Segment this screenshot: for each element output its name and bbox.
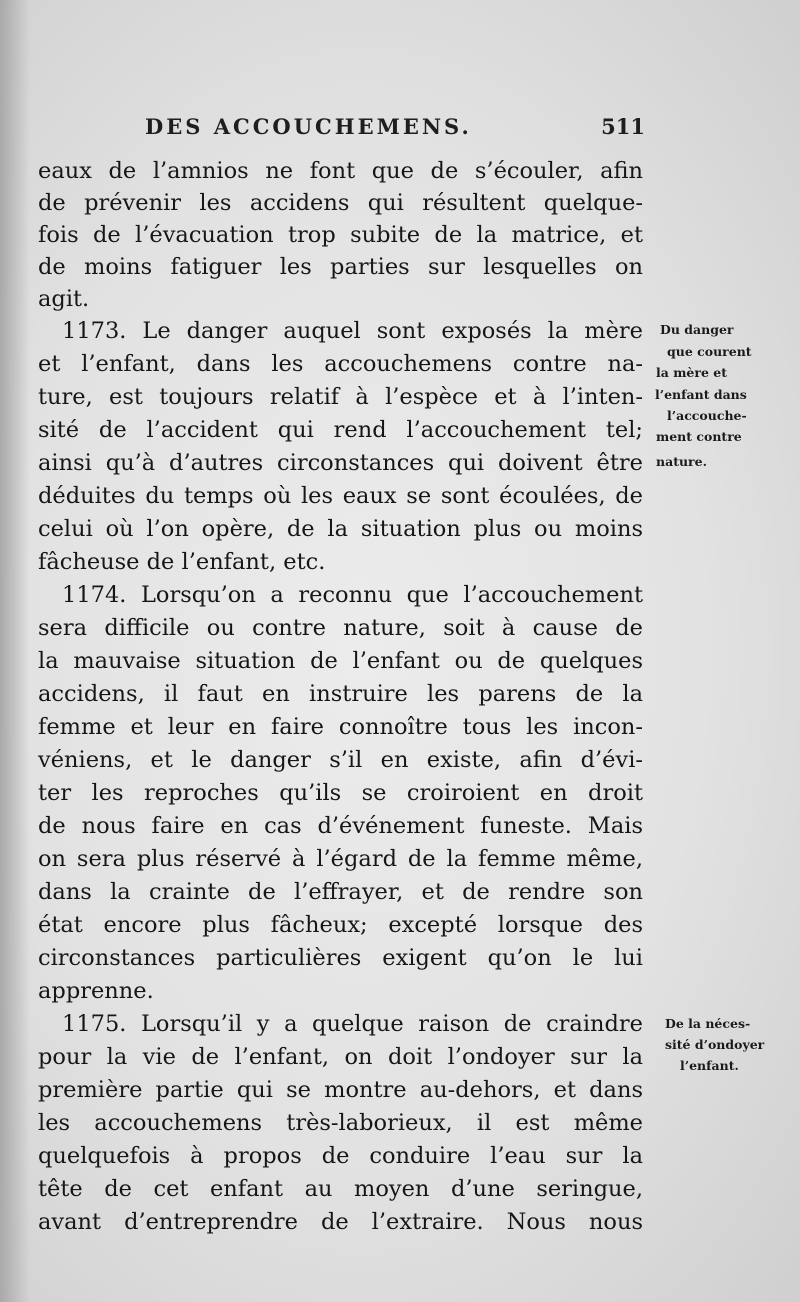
body-line: et l’enfant, dans les accouchemens contre na-	[38, 351, 643, 377]
body-line: la mauvaise situation de l’enfant ou de quelques	[38, 648, 643, 674]
body-line: de moins fatiguer les parties sur lesquelles on	[38, 254, 643, 280]
body-line: femme et leur en faire connoître tous les incon-	[38, 714, 643, 740]
body-line: pour la vie de l’enfant, on doit l’ondoyer sur la	[38, 1044, 643, 1070]
paragraph-1173-start: 1173. Le danger auquel sont exposés la mère	[62, 318, 643, 344]
body-line: de prévenir les accidens qui résultent quelque-	[38, 190, 643, 216]
body-line: accidens, il faut en instruire les parens de la	[38, 681, 643, 707]
body-line: état encore plus fâcheux; excepté lorsque des	[38, 912, 643, 938]
margin-note-line: nature.	[656, 454, 707, 469]
body-line: première partie qui se montre au-dehors, et dans	[38, 1077, 643, 1103]
margin-note-line: la mère et	[656, 365, 727, 380]
body-line: véniens, et le danger s’il en existe, afin d’évi-	[38, 747, 643, 773]
margin-note-line: sité d’ondoyer	[665, 1037, 765, 1052]
body-line: ture, est toujours relatif à l’espèce et à l’inten-	[38, 384, 643, 410]
paragraph-1175-start: 1175. Lorsqu’il y a quelque raison de craindre	[62, 1011, 643, 1037]
margin-note-line: que courent	[667, 344, 752, 359]
body-line: apprenne.	[38, 978, 154, 1004]
page-number: 511	[601, 114, 645, 139]
margin-note-line: l’enfant.	[680, 1058, 739, 1073]
body-line: ter les reproches qu’ils se croiroient en droit	[38, 780, 643, 806]
body-line: de nous faire en cas d’événement funeste. Mais	[38, 813, 643, 839]
margin-note-line: De la néces-	[665, 1016, 751, 1031]
body-line: dans la crainte de l’effrayer, et de rendre son	[38, 879, 643, 905]
page-gutter-shadow	[0, 0, 30, 1302]
body-line: déduites du temps où les eaux se sont écoulées, de	[38, 483, 643, 509]
body-line: celui où l’on opère, de la situation plus ou moins	[38, 516, 643, 542]
body-line: les accouchemens très-laborieux, il est même	[38, 1110, 643, 1136]
running-head	[145, 114, 645, 144]
margin-note-line: l’accouche-	[667, 408, 747, 423]
body-line: avant d’entreprendre de l’extraire. Nous nous	[38, 1209, 643, 1235]
body-line: fois de l’évacuation trop subite de la matrice, et	[38, 222, 643, 248]
paragraph-1174-start: 1174. Lorsqu’on a reconnu que l’accouchement	[62, 582, 643, 608]
margin-note-line: l’enfant dans	[655, 387, 747, 402]
body-line: sera difficile ou contre nature, soit à cause de	[38, 615, 643, 641]
body-line: circonstances particulières exigent qu’on le lui	[38, 945, 643, 971]
body-line: sité de l’accident qui rend l’accouchement tel;	[38, 417, 643, 443]
running-title: DES ACCOUCHEMENS.	[145, 114, 472, 139]
margin-note-line: ment contre	[656, 429, 742, 444]
body-line: tête de cet enfant au moyen d’une seringue,	[38, 1176, 643, 1202]
body-line: fâcheuse de l’enfant, etc.	[38, 549, 326, 575]
body-line: agit.	[38, 286, 90, 312]
body-line: quelquefois à propos de conduire l’eau sur la	[38, 1143, 643, 1169]
body-line: on sera plus réservé à l’égard de la femme même,	[38, 846, 643, 872]
body-line: ainsi qu’à d’autres circonstances qui doivent être	[38, 450, 643, 476]
body-line: eaux de l’amnios ne font que de s’écouler, afin	[38, 158, 643, 184]
margin-note-line: Du danger	[660, 322, 734, 337]
